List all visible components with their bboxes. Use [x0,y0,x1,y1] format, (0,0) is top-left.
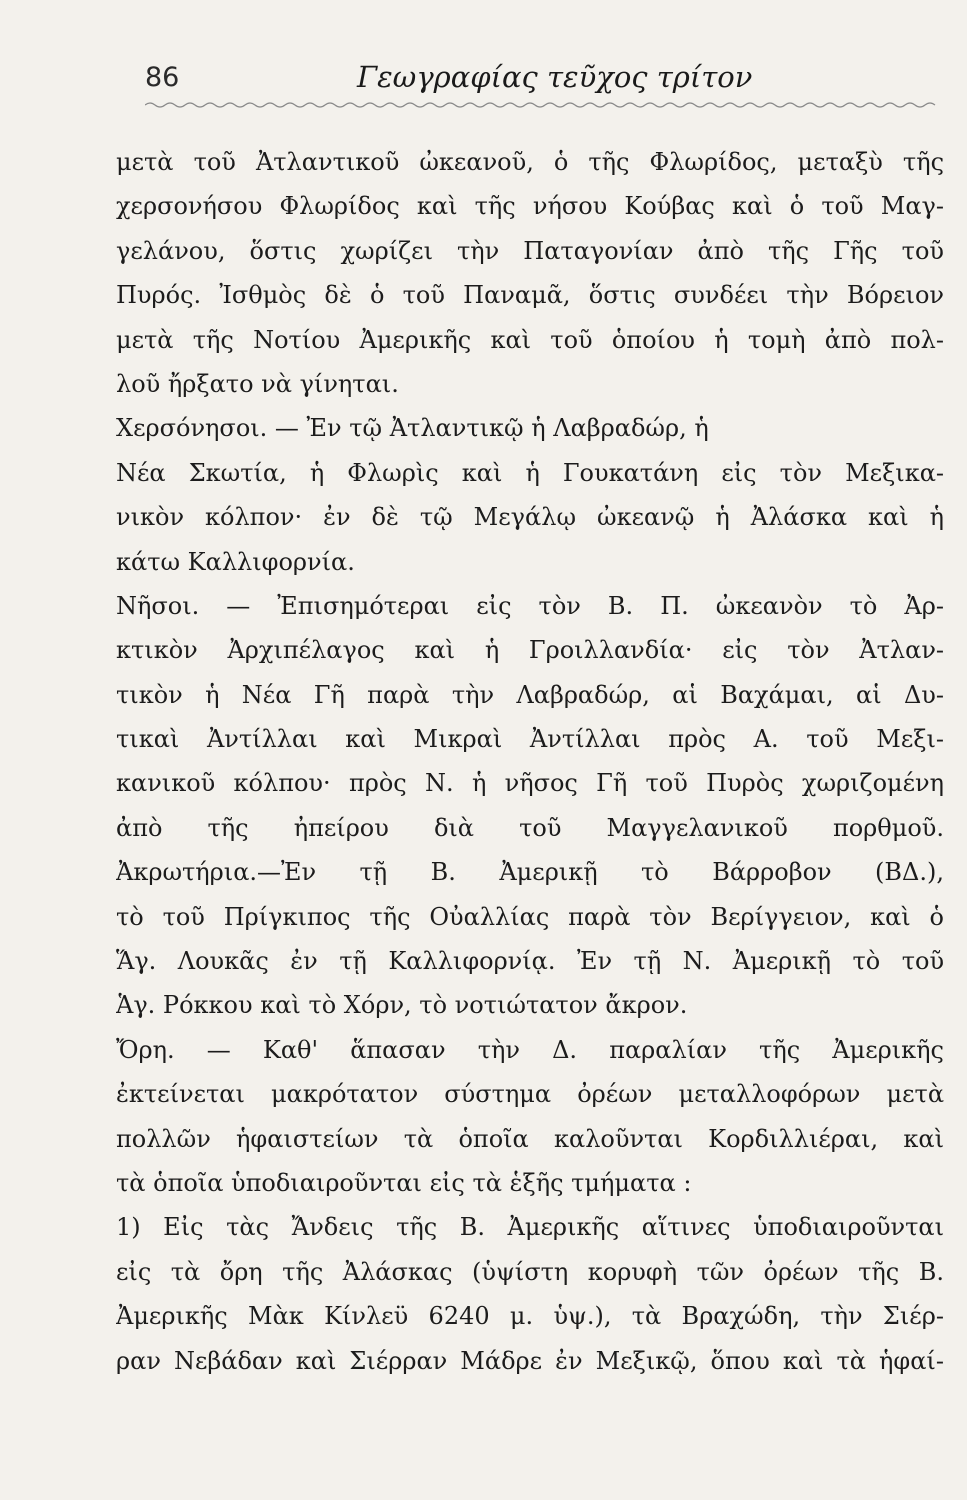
text-line: Ὄρη. — Καθ' ἅπασαν τὴν Δ. παραλίαν τῆς Ἀμερικῆς [116,1035,944,1064]
body-text [116,140,944,1383]
page-header [145,58,940,106]
text-line: μετὰ τῆς Νοτίου Ἀμερικῆς καὶ τοῦ ὁποίου ἡ τομὴ ἀπὸ πολ- [116,325,944,354]
text-line: τὸ τοῦ Πρίγκιπος τῆς Οὐαλλίας παρὰ τὸν Βερίγγειον, καὶ ὁ [116,902,944,931]
header-wavy-rule [145,100,940,110]
text-line: εἰς τὰ ὄρη τῆς Ἀλάσκας (ὑψίστη κορυφὴ τῶν ὀρέων τῆς Β. [116,1257,944,1286]
text-line: πολλῶν ἡφαιστείων τὰ ὁποῖα καλοῦνται Κορδιλλιέραι, καὶ [116,1124,944,1153]
text-line: τὰ ὁποῖα ὑποδιαιροῦνται εἰς τὰ ἑξῆς τμήματα : [116,1168,692,1197]
text-line: 1) Εἰς τὰς Ἄνδεις τῆς Β. Ἀμερικῆς αἵτινες ὑποδιαιροῦνται [116,1213,944,1242]
text-line: Ἅγ. Λουκᾶς ἐν τῇ Καλλιφορνίᾳ. Ἐν τῇ Ν. Ἀμερικῇ τὸ τοῦ [116,947,944,976]
text-line: τικὸν ἡ Νέα Γῆ παρὰ τὴν Λαβραδώρ, αἱ Βαχάμαι, αἱ Δυ- [116,680,944,709]
text-line: ἀπὸ τῆς ἠπείρου διὰ τοῦ Μαγγελανικοῦ πορθμοῦ. [116,813,944,842]
text-line: ἐκτείνεται μακρότατον σύστημα ὀρέων μεταλλοφόρων μετὰ [116,1080,944,1109]
text-line: Ἁγ. Ρόκκου καὶ τὸ Χόρν, τὸ νοτιώτατον ἄκρον. [116,991,688,1020]
text-line: Πυρός. Ἰσθμὸς δὲ ὁ τοῦ Παναμᾶ, ὅστις συνδέει τὴν Βόρειον [116,281,944,310]
text-line: νικὸν κόλπον· ἐν δὲ τῷ Μεγάλῳ ὠκεανῷ ἡ Ἀλάσκα καὶ ἡ [116,503,944,532]
text-line: μετὰ τοῦ Ἀτλαντικοῦ ὠκεανοῦ, ὁ τῆς Φλωρίδος, μεταξὺ τῆς [116,148,944,176]
text-line: Χερσόνησοι. — Ἐν τῷ Ἀτλαντικῷ ἡ Λαβραδώρ, ἡ [116,414,709,443]
text-line: Ἀμερικῆς Μὰκ Κίνλεϋ 6240 μ. ὑψ.), τὰ Βραχώδη, τὴν Σιέρ- [116,1302,944,1331]
text-line: Νέα Σκωτία, ἡ Φλωρὶς καὶ ἡ Γουκατάνη εἰς τὸν Μεξικα- [116,458,944,487]
text-line: χερσονήσου Φλωρίδος καὶ τῆς νήσου Κούβας καὶ ὁ τοῦ Μαγ- [116,192,944,221]
page-number: 86 [145,62,180,93]
text-line: κανικοῦ κόλπου· πρὸς Ν. ἡ νῆσος Γῆ τοῦ Πυρὸς χωριζομένη [116,769,944,798]
running-title: Γεωγραφίας τεῦχος τρίτον [357,60,753,94]
text-line: Νῆσοι. — Ἐπισημότεραι εἰς τὸν Β. Π. ὠκεανὸν τὸ Ἀρ- [116,591,944,620]
text-line: κτικὸν Ἀρχιπέλαγος καὶ ἡ Γροιλλανδία· εἰς τὸν Ἀτλαν- [116,636,944,665]
text-line: Ἀκρωτήρια.—Ἐν τῇ Β. Ἀμερικῇ τὸ Βάρροβον (ΒΔ.), [116,858,944,887]
text-line: τικαὶ Ἀντίλλαι καὶ Μικραὶ Ἀντίλλαι πρὸς Α. τοῦ Μεξι- [116,725,944,754]
text-line: γελάνου, ὅστις χωρίζει τὴν Παταγονίαν ἀπὸ τῆς Γῆς τοῦ [116,236,944,265]
text-line: κάτω Καλλιφορνία. [116,547,355,576]
text-line: λοῦ ἤρξατο νὰ γίνηται. [116,369,399,398]
text-line: ραν Νεβάδαν καὶ Σιέρραν Μάδρε ἐν Μεξικῷ, ὅπου καὶ τὰ ἡφαί- [116,1346,944,1375]
